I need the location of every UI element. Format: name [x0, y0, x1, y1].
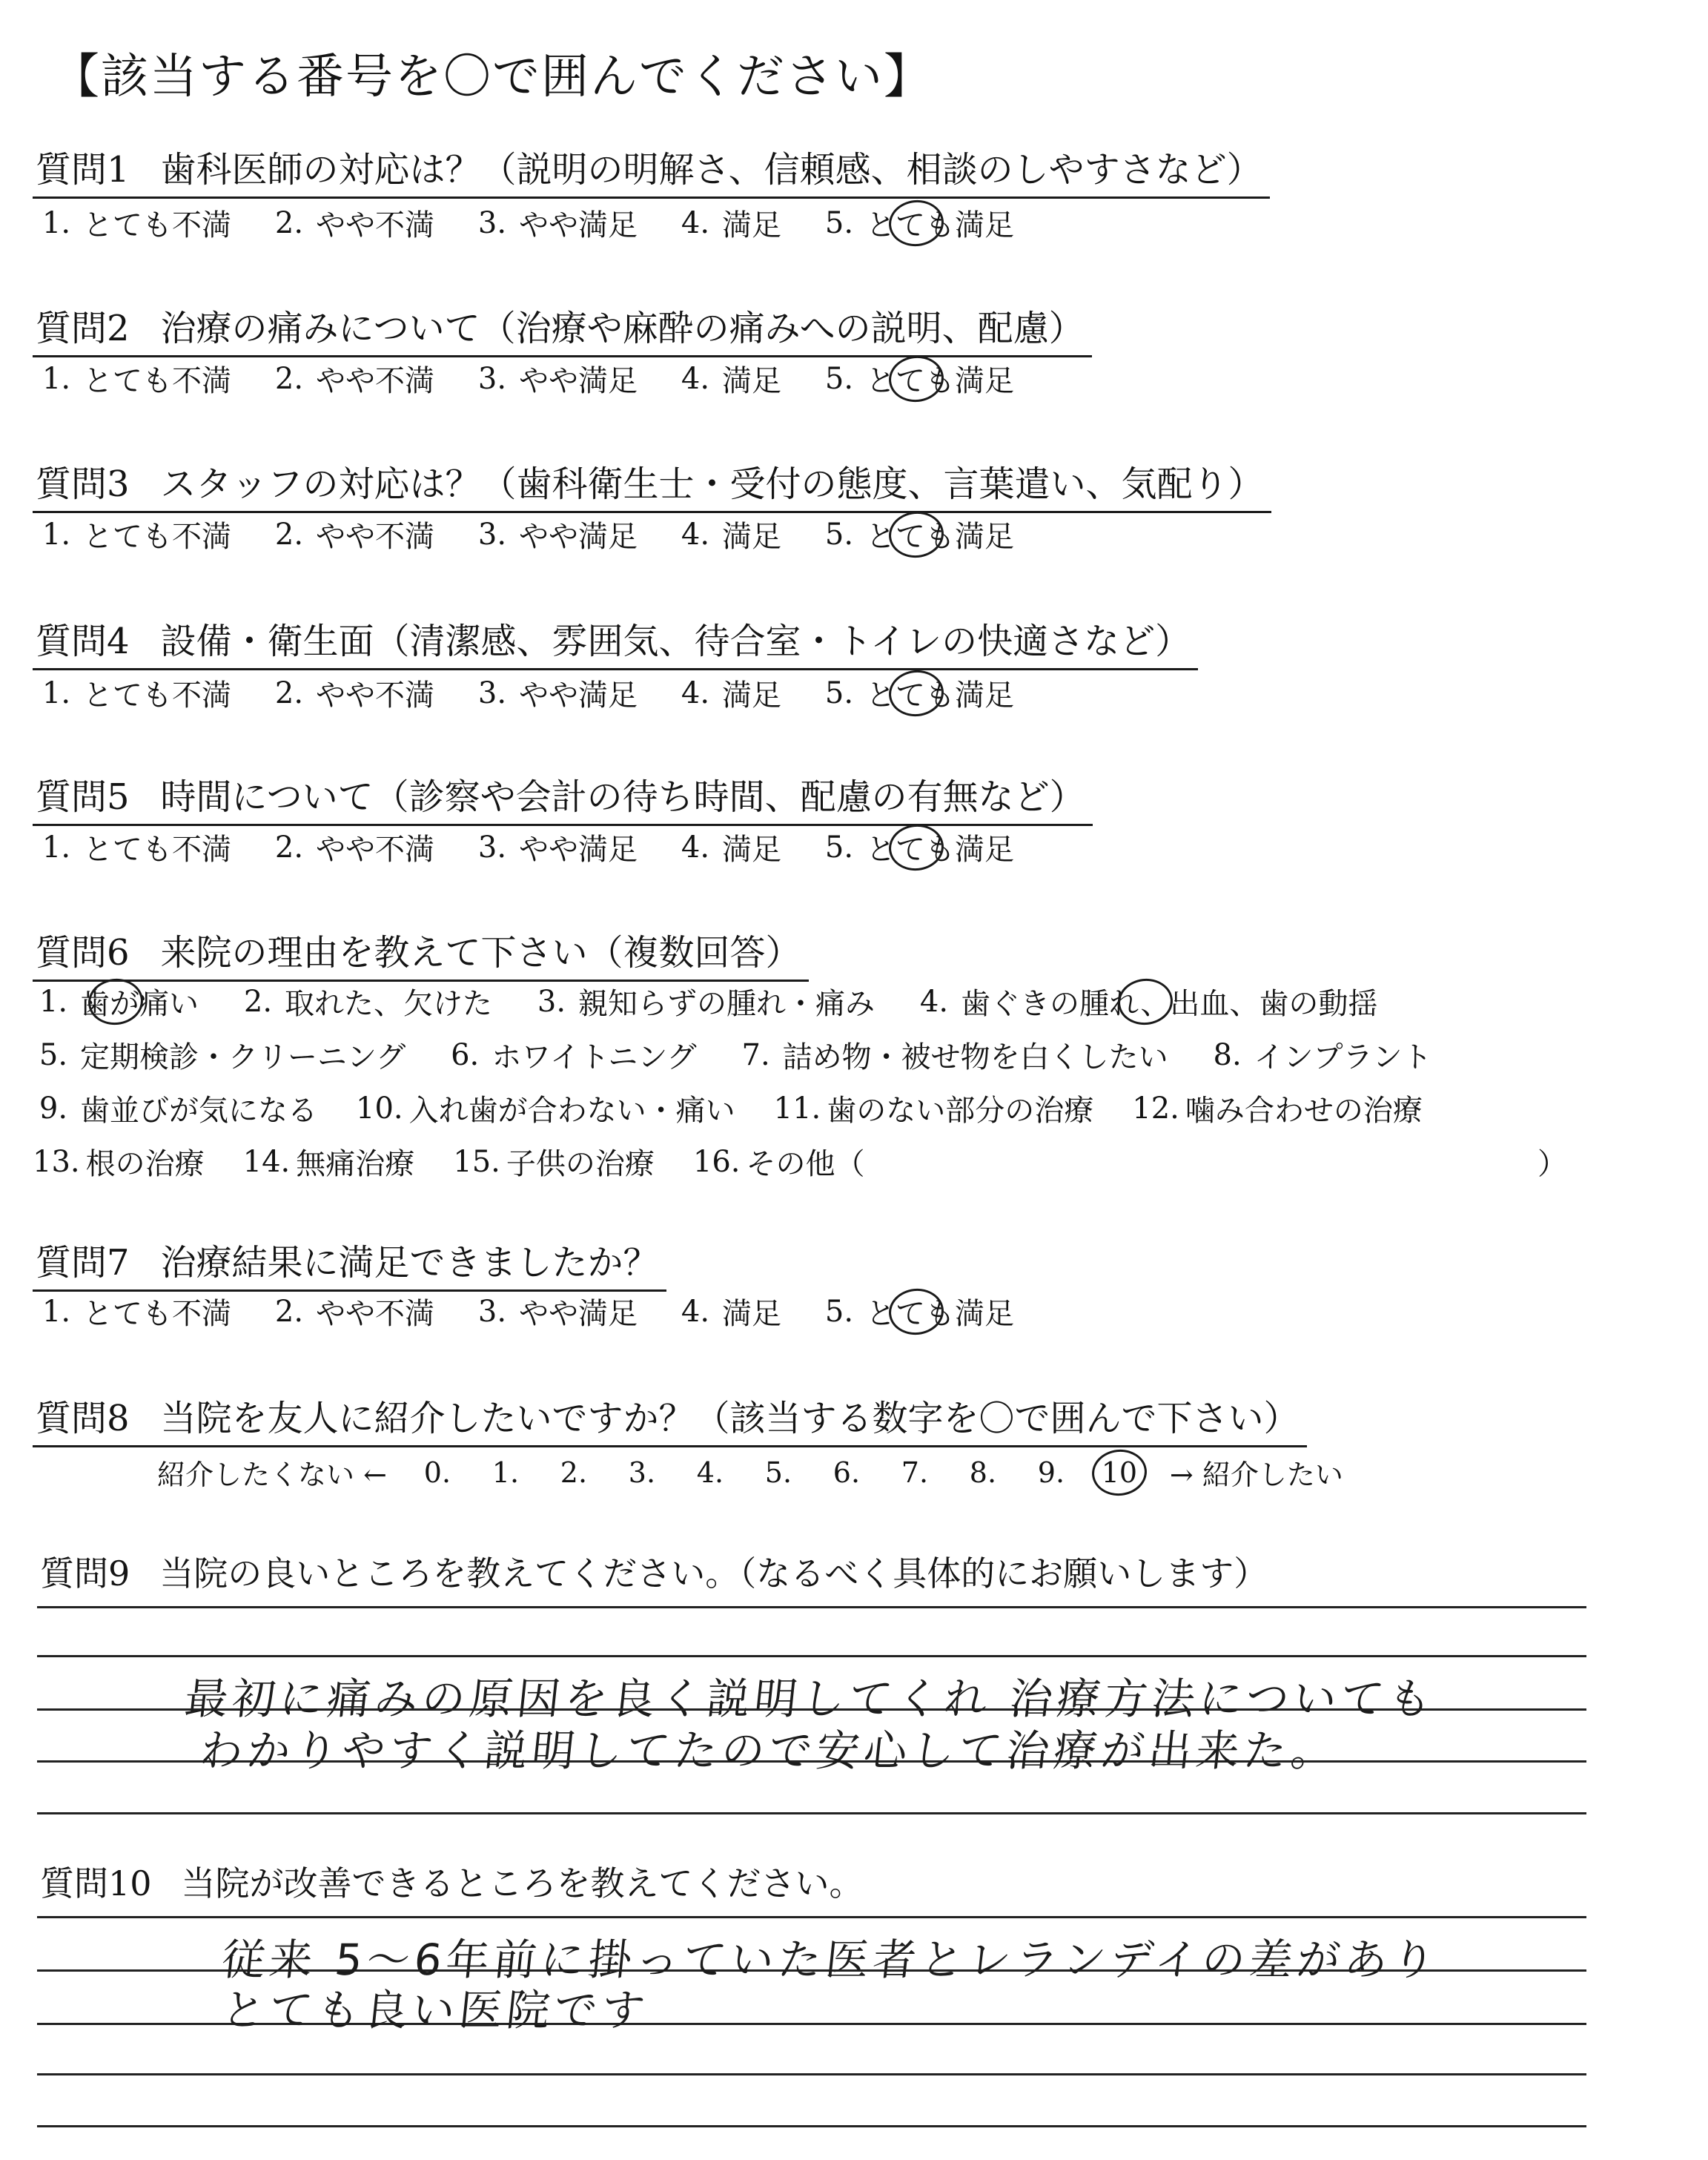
question-text: 歯科医師の対応は？（説明の明解さ、信頼感、相談のしやすさなど） [160, 149, 1262, 191]
score-list [403, 1456, 1153, 1489]
question-5-title [33, 768, 1093, 826]
score-label: 2. [560, 1456, 588, 1489]
option-item[interactable] [471, 202, 638, 244]
option-label: 歯のない部分の治療 [827, 1094, 1094, 1128]
option-number: 2. [274, 205, 304, 240]
question-6-title [33, 924, 809, 982]
option-item[interactable] [33, 980, 199, 1023]
option-item[interactable] [453, 1140, 655, 1183]
option-item[interactable] [693, 1140, 865, 1183]
ruled-line [37, 2073, 1586, 2075]
option-item[interactable] [33, 1087, 317, 1129]
option-label: 満足 [722, 520, 781, 554]
option-label: 歯ぐきの腫れ、出血、歯の動揺 [961, 987, 1378, 1021]
option-number: 1. [42, 676, 71, 710]
option-number: 15. [453, 1144, 500, 1179]
option-label: 満足 [722, 208, 781, 242]
option-item[interactable] [818, 513, 1014, 555]
score-label: 3. [628, 1456, 656, 1489]
score-option[interactable] [949, 1456, 1017, 1489]
question-text: 治療結果に満足できましたか？ [160, 1242, 659, 1284]
question-number: 質問7 [36, 1242, 130, 1284]
question-5-options [36, 826, 1051, 868]
option-item[interactable] [1207, 1034, 1432, 1076]
option-number: 2. [274, 676, 304, 710]
option-label: 子供の治療 [506, 1147, 655, 1181]
score-option[interactable] [881, 1456, 949, 1489]
option-label: やや満足 [519, 208, 638, 242]
question-2-title [33, 300, 1092, 357]
option-item[interactable] [444, 1034, 696, 1076]
score-option[interactable] [676, 1456, 744, 1489]
option-label: とても不満 [83, 520, 231, 554]
option-number: 3. [477, 1294, 507, 1329]
question-1-title [33, 141, 1270, 199]
option-label: 満足 [722, 678, 781, 713]
question-number: 質問8 [36, 1398, 130, 1439]
option-number: 4. [919, 984, 949, 1019]
option-number: 1. [42, 830, 71, 865]
option-label: 歯が痛い [80, 987, 199, 1021]
option-number: 1. [42, 361, 71, 396]
question-number: 質問6 [36, 932, 130, 974]
score-option[interactable] [540, 1456, 608, 1489]
option-label: やや不満 [316, 208, 434, 242]
score-option[interactable] [1085, 1456, 1153, 1489]
question-2-options [36, 357, 1051, 400]
option-item[interactable] [36, 357, 231, 400]
question-text: 当院が改善できるところを教えてください。 [181, 1863, 864, 1903]
option-item[interactable] [471, 513, 638, 555]
score-label: 0. [423, 1456, 451, 1489]
option-number: 1. [42, 517, 71, 552]
option-number: 5. [824, 676, 854, 710]
option-label: 定期検診・クリーニング [80, 1040, 406, 1074]
option-item[interactable] [268, 357, 434, 400]
question-text: 時間について（診察や会計の待ち時間、配慮の有無など） [160, 776, 1085, 818]
option-label: とても不満 [83, 208, 231, 242]
option-item[interactable] [268, 672, 434, 714]
question-text: 来院の理由を教えて下さい（複数回答） [160, 932, 801, 974]
score-label: 9. [1037, 1456, 1065, 1489]
score-label: 4. [696, 1456, 724, 1489]
ruled-line [37, 1812, 1586, 1814]
option-label: 噛み合わせの治療 [1185, 1094, 1423, 1128]
question-3-options [36, 513, 1051, 555]
option-item[interactable] [531, 980, 875, 1023]
option-number: 2. [274, 830, 304, 865]
option-number: 1. [42, 1294, 71, 1329]
option-label: やや満足 [519, 833, 638, 867]
score-option[interactable] [608, 1456, 676, 1489]
question-number: 質問5 [36, 776, 130, 818]
option-number: 7. [741, 1037, 770, 1072]
option-item[interactable] [36, 513, 231, 555]
question-1-options [36, 202, 1051, 244]
option-label: 根の治療 [85, 1147, 205, 1181]
option-number: 3. [537, 984, 566, 1019]
option-number: 4. [681, 205, 710, 240]
ruled-line [37, 1916, 1586, 1918]
option-item[interactable] [818, 672, 1014, 714]
option-label: その他（ [746, 1147, 865, 1181]
option-label: ホワイトニング [491, 1040, 697, 1074]
option-number: 3. [477, 205, 507, 240]
question-number: 質問9 [40, 1553, 130, 1593]
option-item[interactable] [818, 357, 1014, 400]
option-label: 歯並びが気になる [80, 1094, 317, 1128]
option-item[interactable] [268, 1290, 434, 1332]
option-label: 満足 [722, 364, 781, 398]
option-item[interactable] [818, 826, 1014, 868]
option-label: インプラント [1254, 1040, 1432, 1074]
score-option[interactable] [812, 1456, 881, 1489]
option-label: 満足 [722, 833, 781, 867]
scale-left-label: 紹介したくない ← [157, 1459, 387, 1491]
option-label: やや不満 [316, 833, 434, 867]
option-number: 4. [681, 517, 710, 552]
option-item[interactable] [471, 357, 638, 400]
score-option[interactable] [1017, 1456, 1085, 1489]
option-number: 5. [824, 830, 854, 865]
score-label: 5. [764, 1456, 792, 1489]
question-7-title [33, 1234, 666, 1292]
option-item[interactable] [471, 1290, 638, 1332]
score-option[interactable] [403, 1456, 471, 1489]
option-number: 5. [824, 517, 854, 552]
option-item[interactable] [774, 1087, 1094, 1129]
option-item[interactable] [675, 357, 781, 400]
option-number: 3. [477, 830, 507, 865]
option-item[interactable] [268, 513, 434, 555]
option-label: とても不満 [83, 1297, 231, 1331]
option-label: とても満足 [866, 678, 1014, 713]
option-item[interactable] [735, 1034, 1168, 1076]
question-text: 治療の痛みについて（治療や麻酔の痛みへの説明、配慮） [160, 308, 1085, 349]
option-label: 満足 [722, 1297, 781, 1331]
option-number: 2. [274, 361, 304, 396]
hand-drawn-circle-mark [1090, 1447, 1149, 1498]
score-label: 7. [901, 1456, 929, 1489]
option-number: 5. [39, 1037, 68, 1072]
option-item[interactable] [33, 1034, 406, 1076]
option-label: とても満足 [866, 208, 1014, 242]
recommend-scale [141, 1452, 1360, 1493]
option-item[interactable] [243, 1140, 415, 1183]
question-number: 質問3 [36, 463, 130, 505]
question-number: 質問2 [36, 308, 130, 349]
option-item[interactable] [913, 980, 1377, 1023]
option-label: 入れ歯が合わない・痛い [408, 1094, 735, 1128]
option-item[interactable] [675, 202, 781, 244]
options-row [33, 1087, 1461, 1129]
option-label: とても満足 [866, 364, 1014, 398]
question-number: 質問4 [36, 621, 130, 662]
option-label: とても不満 [83, 364, 231, 398]
option-number: 2. [274, 517, 304, 552]
score-label: 10 [1101, 1456, 1138, 1489]
option-item[interactable] [268, 826, 434, 868]
option-item[interactable] [1132, 1087, 1423, 1129]
option-number: 6. [451, 1037, 480, 1072]
option-label: 無痛治療 [296, 1147, 415, 1181]
option-number: 16. [692, 1144, 741, 1179]
option-item[interactable] [36, 672, 231, 714]
option-number: 4. [681, 830, 710, 865]
score-label: 8. [969, 1456, 997, 1489]
option-item[interactable] [268, 202, 434, 244]
score-label: 1. [491, 1456, 520, 1489]
question-3-title [33, 455, 1271, 513]
option-number: 2. [274, 1294, 304, 1329]
option-number: 5. [824, 205, 854, 240]
option-item[interactable] [356, 1087, 735, 1129]
option-number: 10. [356, 1091, 403, 1126]
question-text: 設備・衛生面（清潔感、雰囲気、待合室・トイレの快適さなど） [160, 621, 1191, 662]
option-label: やや不満 [316, 678, 434, 713]
options-row [33, 1034, 1471, 1076]
option-label: 詰め物・被せ物を白くしたい [782, 1040, 1168, 1074]
option-label: とても不満 [83, 678, 231, 713]
handwritten-answer-q10-line2: とても良い医院です [219, 1985, 652, 2035]
question-number: 質問10 [40, 1863, 152, 1903]
option-item[interactable] [33, 1140, 205, 1183]
question-10-title [40, 1857, 864, 1906]
option-number: 14. [242, 1144, 291, 1179]
option-label: やや不満 [316, 520, 434, 554]
option-number: 3. [477, 676, 507, 710]
option-label: とても満足 [866, 1297, 1014, 1331]
option-number: 9. [39, 1091, 68, 1126]
option-label: とても満足 [866, 520, 1014, 554]
options-row [33, 1140, 1597, 1183]
handwritten-answer-q9-line2: わかりやすく説明してたので安心して治療が出来た。 [196, 1725, 1342, 1776]
question-7-options [36, 1290, 1051, 1332]
option-item[interactable] [36, 1290, 231, 1332]
option-item[interactable] [675, 672, 781, 714]
option-item[interactable] [818, 202, 1014, 244]
option-number: 1. [42, 205, 71, 240]
option-item[interactable] [36, 202, 231, 244]
option-number: 11. [773, 1091, 821, 1126]
option-item[interactable] [237, 980, 492, 1023]
option-item[interactable] [818, 1290, 1014, 1332]
question-number: 質問1 [36, 149, 130, 191]
handwritten-answer-q10-line1: 従来 5〜6年前に掛っていた医者とレランデイの差があり [219, 1935, 1443, 1985]
option-label: とても不満 [83, 833, 231, 867]
question-4-title [33, 612, 1198, 670]
handwritten-answer-q9-line1: 最初に痛みの原因を良く説明してくれ 治療方法についても [182, 1674, 1439, 1724]
option-number: 8. [1213, 1037, 1242, 1072]
score-option[interactable] [471, 1456, 540, 1489]
option-number: 2. [243, 984, 273, 1019]
option-item[interactable] [675, 513, 781, 555]
option-label: 取れた、欠けた [285, 987, 492, 1021]
question-4-options [36, 672, 1051, 714]
option-number: 13. [33, 1144, 80, 1179]
question-text: スタッフの対応は？（歯科衛生士・受付の態度、言葉遣い、気配り） [160, 463, 1264, 505]
option-number: 4. [681, 676, 710, 710]
other-close-paren: ） [1537, 1147, 1567, 1181]
question-8-title [33, 1390, 1307, 1447]
ruled-line [37, 2125, 1586, 2127]
option-number: 4. [681, 1294, 710, 1329]
options-row [33, 980, 1416, 1023]
ruled-line [37, 1655, 1586, 1657]
page-title: 【該当する番号を〇で囲んでください】 [52, 50, 933, 105]
scale-right-label: → 紹介したい [1169, 1459, 1343, 1491]
option-number: 3. [477, 361, 507, 396]
option-label: やや満足 [519, 520, 638, 554]
option-item[interactable] [675, 1290, 781, 1332]
option-item[interactable] [471, 826, 638, 868]
score-option[interactable] [744, 1456, 812, 1489]
option-label: やや満足 [519, 364, 638, 398]
question-9-title [40, 1547, 1268, 1596]
option-number: 12. [1132, 1091, 1179, 1126]
option-label: とても満足 [866, 833, 1014, 867]
question-text: 当院を友人に紹介したいですか？（該当する数字を〇で囲んで下さい） [160, 1398, 1300, 1439]
ruled-line [37, 1606, 1586, 1608]
option-label: やや不満 [316, 1297, 434, 1331]
option-number: 5. [824, 1294, 854, 1329]
option-item[interactable] [36, 826, 231, 868]
option-label: やや不満 [316, 364, 434, 398]
option-number: 5. [824, 361, 854, 396]
question-text: 当院の良いところを教えてください。（なるべく具体的にお願いします） [159, 1553, 1268, 1593]
option-label: やや満足 [519, 1297, 638, 1331]
option-label: やや満足 [519, 678, 638, 713]
option-label: 親知らずの腫れ・痛み [578, 987, 875, 1021]
option-number: 4. [681, 361, 710, 396]
option-number: 1. [39, 984, 68, 1019]
option-number: 3. [477, 517, 507, 552]
option-item[interactable] [471, 672, 638, 714]
score-label: 6. [833, 1456, 861, 1489]
option-item[interactable] [675, 826, 781, 868]
